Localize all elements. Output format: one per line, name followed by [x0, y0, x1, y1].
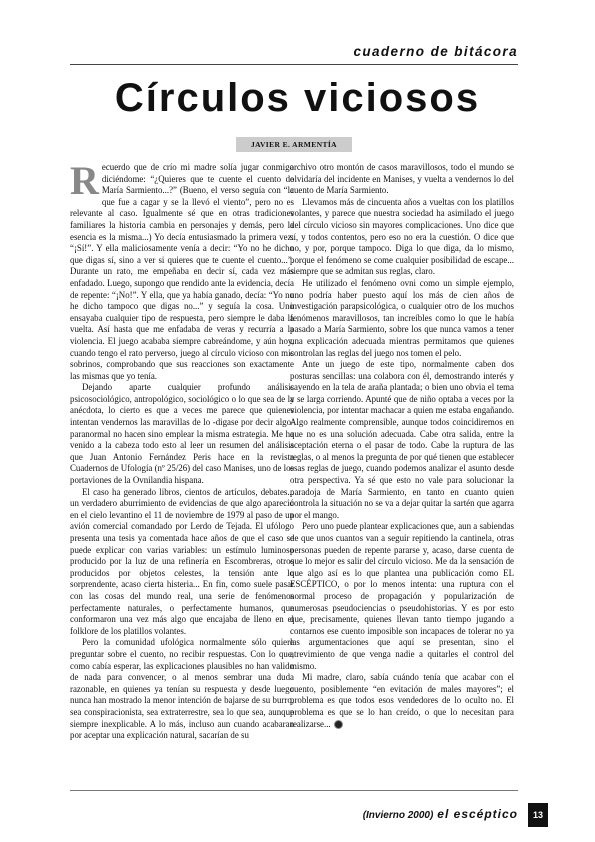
paragraph: Recuerdo que de crío mi madre solía jugar conmigo diciéndome: “¿Quieres que te cuente el cuento de María Sarmiento...?” (Bueno, el verso seguía con “la que fue a cagar y se la llevó el viento”, pero no es relevante al caso. Igualmente sé que en otras tradiciones familiares la historia cambia en personajes y demás, pero la esencia es la misma...) Yo decía entusiasmado la primera vez: “¡Sí!”. Y ella maliciosamente venía a decir: “Yo no he dicho que digas sí, sino a ver si quieres que te cuente el cuento...”. Durante un rato, me empeñaba en decir sí, cada vez más enfadado. Luego, supongo que rendido ante la evidencia, decía de repente: “¡No!”. Y ella, que ya había ganado, decía: “Yo no he dicho tampoco que digas no...” y seguía la cosa. Uno ensayaba cualquier tipo de respuesta, pero siempre le daba la vuelta. Así hasta que me enfadaba de veras y recurría a la violencia. El juego acababa siempre cabreándome, y aún hoy, cuando tengo el rato perverso, juego al círculo vicioso con mis sobrinos, comprobando que sus reacciones son exactamente las mismas que yo tenía.	[70, 158, 294, 381]
footer	[363, 807, 518, 821]
paragraph: El caso ha generado libros, cientos de artículos, debates... un verdadero aburrimiento de evidencias de que algo apareció en el cielo levantino el 11 de noviembre de 1979 al paso de un avión comercial comandado por Lerdo de Tejada. El ufólogo presenta una tesis ya comentada hace años de que el caso se puede explicar con varias variables: un estímulo luminoso producido por la luz de una refinería en Escombreras, otros producidos por objetos celestes, la tensión ante lo sorprendente, acaso cierta histeria... En fin, como suele pasar con las cosas del mundo real, una serie de fenómenos perfectamente naturales, o perfectamente humanos, que conformaron una vez más algo que encajaba de lleno en el folklore de los platillos volantes.	[70, 486, 294, 636]
paragraph: Dejando aparte cualquier profundo análisis psicosociológico, antropológico, sociológico o lo que sea de la anécdota, lo cierto es que a veces me parece que quienes intentan vendernos las maravillas de lo -digase por decir algo- paranormal no hacen sino emplear la misma estrategia. Me ha venido a la cabeza todo esto al leer un resumen del análisis que Juan Antonio Fernández Peris hace en la revista Cuadernos de Ufología (nº 25/26) del caso Manises, uno de los portaviones de la Ovnilandia hispana.	[70, 382, 294, 486]
section-label: cuaderno de bitácora	[353, 44, 518, 59]
drop-cap: R	[70, 158, 99, 203]
header-rule	[70, 64, 518, 65]
page-number: 13	[528, 803, 548, 827]
issue-label: (Invierno 2000)	[362, 810, 434, 821]
paragraph: Mi madre, claro, sabía cuándo tenía que acabar con el cuento, posiblemente “en evitación de males mayores”; el problema es que todos esos vendedores de lo oculto no. El problema es que se lo han creído, o que lo necesitan para realizarse...	[290, 672, 514, 729]
right-column	[290, 162, 514, 730]
paragraph: Llevamos más de cincuenta años a vueltas con los platillos volantes, y parece que nuestra sociedad ha asimilado el juego del círculo vicioso sin mayores complicaciones. Uno dice que sí, y todos contentos, pero eso no era la cuestión. O dice que no, y por, porque tampoco. Diga lo que diga, da lo mismo, porque el fenómeno se come cualquier posibilidad de escape... siempre que se admitan sus reglas, claro.	[290, 196, 514, 277]
paragraph: Pero la comunidad ufológica normalmente sólo quiere preguntar sobre el cuento, no recibir respuestas. Con lo que, como cabía esperar, las explicaciones plausibles no han valido de nada para convencer, o al menos sembrar una duda razonable, en quienes ya tenían su respuesta y desde luego nunca han mostrado la menor intención de bajarse de su burro, sea conspiracionista, sea extraterrestre, sea lo que sea, aunque siempre inexplicable. A lo más, incluso aun cuando acabaran por aceptar una explicación natural, sacarían de su	[70, 637, 294, 741]
author-byline: JAVIER E. ARMENTÍA	[236, 137, 352, 152]
paragraph: archivo otro montón de casos maravillosos, todo el mundo se olvidaría del incidente en Manises, y vuelta a vendernos lo del cuento de María Sarmiento.	[290, 162, 514, 196]
footer-rule	[70, 790, 518, 791]
end-mark-icon	[334, 720, 343, 729]
article-title: Círculos viciosos	[114, 76, 481, 120]
paragraph: He utilizado el fenómeno ovni como un simple ejemplo, uno podría haber puesto aquí los más de cien años de investigación parapsicológica, o cualquier otro de los muchos fenómenos maravillosos, tan increíbles como lo que le había pasado a María Sarmiento, sobre los que nunca vamos a tener una explicación adecuada mientras permitamos que quienes controlan las reglas del juego nos tomen el pelo.	[290, 277, 514, 358]
left-column	[70, 158, 294, 742]
magazine-name: el escéptico	[437, 807, 518, 821]
paragraph: Pero uno puede plantear explicaciones que, aun a sabiendas de que unos cuantos van a seguir repitiendo la cantinela, otras personas pueden de repente pararse y, acaso, darse cuenta de que lo mejor es salir del círculo vicioso. Me da la sensación de que algo así es lo que plantea una publicación como EL ESCÉPTICO, o por lo menos intenta: una ruptura con el normal proceso de propagación y popularización de numerosas pseudociencias o pseudohistorias. Y es por esto que, precisamente, quienes llevan tanto tiempo jugando a contarnos ese cuento imposible son incapaces de tolerar no ya las argumentaciones que aquí se presentan, sino el atrevimiento de que venga nadie a quitarles el control del mismo.	[290, 521, 514, 671]
paragraph: Ante un juego de este tipo, normalmente caben dos posturas sencillas: una colabora con él, demostrando interés y cayendo en la tela de araña plantada; o bien uno obvia el tema y se larga corriendo. Apunté que de niño optaba a veces por la violencia, por intentar machacar a quien me estaba engañando. Algo realmente comprensible, aunque todos coincidiremos en que no es una solución adecuada. Cabe otra salida, entre la aceptación eterna o el pasar de todo. Cabe la ruptura de las reglas, o al menos la pregunta de por qué tienen que establecer esas reglas de juego, cuando podemos analizar el asunto desde otra perspectiva. Ya sé que esto no vale para solucionar la paradoja de María Sarmiento, en tanto en cuanto quien controla la situación no se va a dejar quitar la sartén que agarra por el mango.	[290, 359, 514, 520]
